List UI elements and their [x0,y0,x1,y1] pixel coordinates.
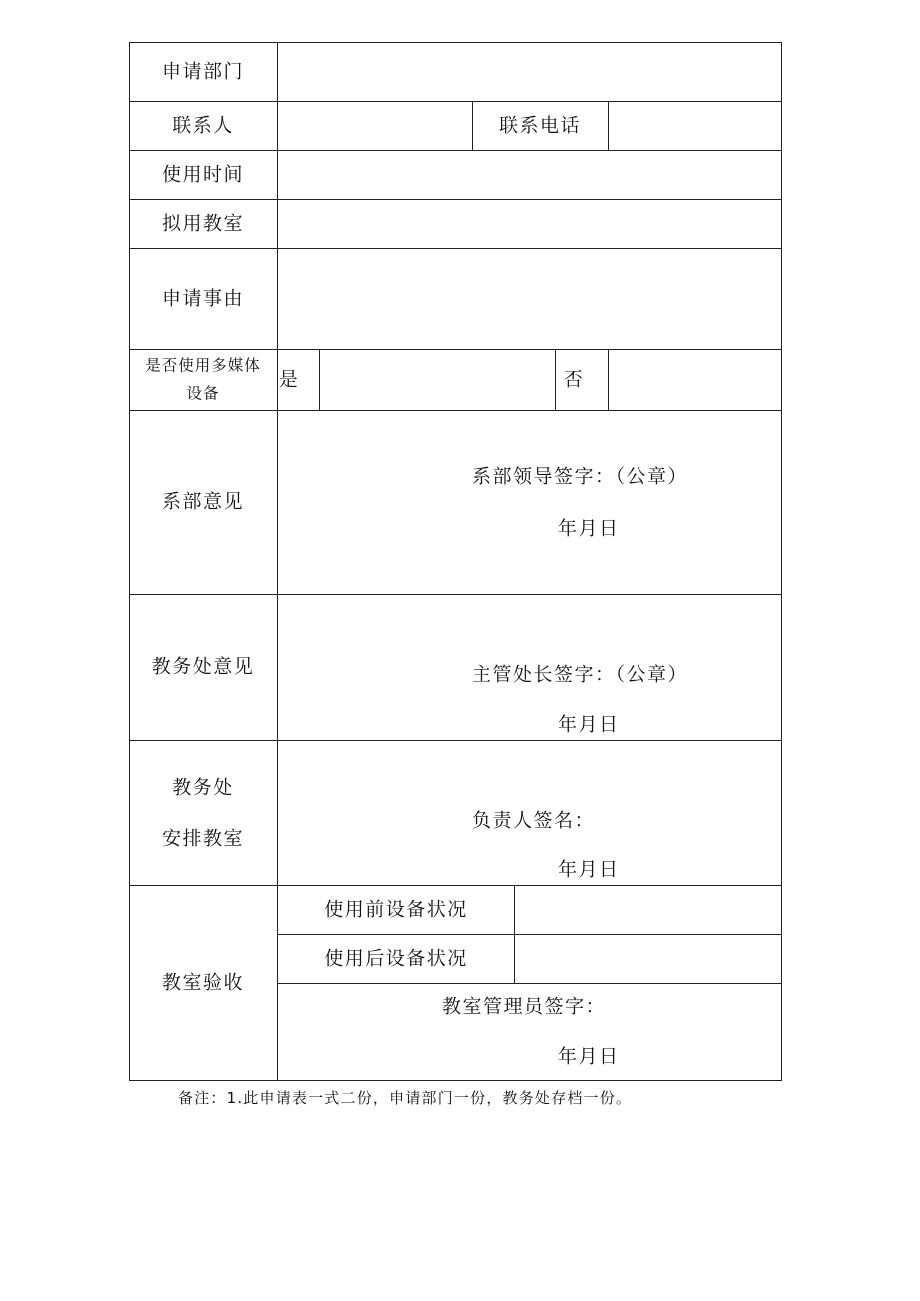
before-use-condition-field[interactable] [515,886,781,934]
acceptance-label: 教室验收 [161,971,245,994]
department-label: 申请部门 [161,60,245,83]
footnote: 备注：1.此申请表一式二份，申请部门一份，教务处存档一份。 [178,1089,633,1107]
contact-person-field[interactable] [278,102,472,150]
after-use-condition-field[interactable] [515,935,781,983]
column-divider [472,101,473,150]
academic-opinion-label: 教务处意见 [151,655,255,678]
row-divider [277,983,782,984]
academic-date: 年月日 [558,713,620,736]
proposed-classroom-field[interactable] [278,200,781,248]
reason-field[interactable] [278,249,781,349]
multimedia-no-label: 否 [563,368,585,391]
multimedia-yes-label: 是 [278,368,300,391]
proposed-classroom-label: 拟用教室 [161,212,245,235]
row-divider [129,740,782,741]
contact-person-label: 联系人 [172,114,234,137]
use-time-field[interactable] [278,151,781,199]
use-time-label: 使用时间 [161,163,245,186]
dept-opinion-label: 系部意见 [161,490,245,513]
multimedia-yes-field[interactable] [320,350,555,410]
before-use-label: 使用前设备状况 [324,898,468,921]
director-signature: 主管处长签字：（公章） [472,663,689,686]
column-divider [555,349,556,410]
classroom-admin-signature: 教室管理员签字： [441,995,607,1018]
dept-date: 年月日 [558,517,620,540]
dept-leader-signature: 系部领导签字：（公章） [472,465,689,488]
after-use-label: 使用后设备状况 [324,947,468,970]
row-divider [129,410,782,411]
contact-phone-label: 联系电话 [498,114,582,137]
arrange-date: 年月日 [558,858,620,881]
arrange-label-line1: 教务处 [172,776,234,799]
multimedia-no-field[interactable] [609,350,781,410]
responsible-person-signature: 负责人签名： [472,809,596,832]
arrange-label-line2: 安排教室 [161,827,245,850]
department-field[interactable] [278,43,781,101]
acceptance-date: 年月日 [558,1045,620,1068]
contact-phone-field[interactable] [609,102,781,150]
reason-label: 申请事由 [161,287,245,310]
row-divider [129,594,782,595]
multimedia-label-line1: 是否使用多媒体 [145,356,261,375]
multimedia-label-line2: 设备 [186,384,220,403]
